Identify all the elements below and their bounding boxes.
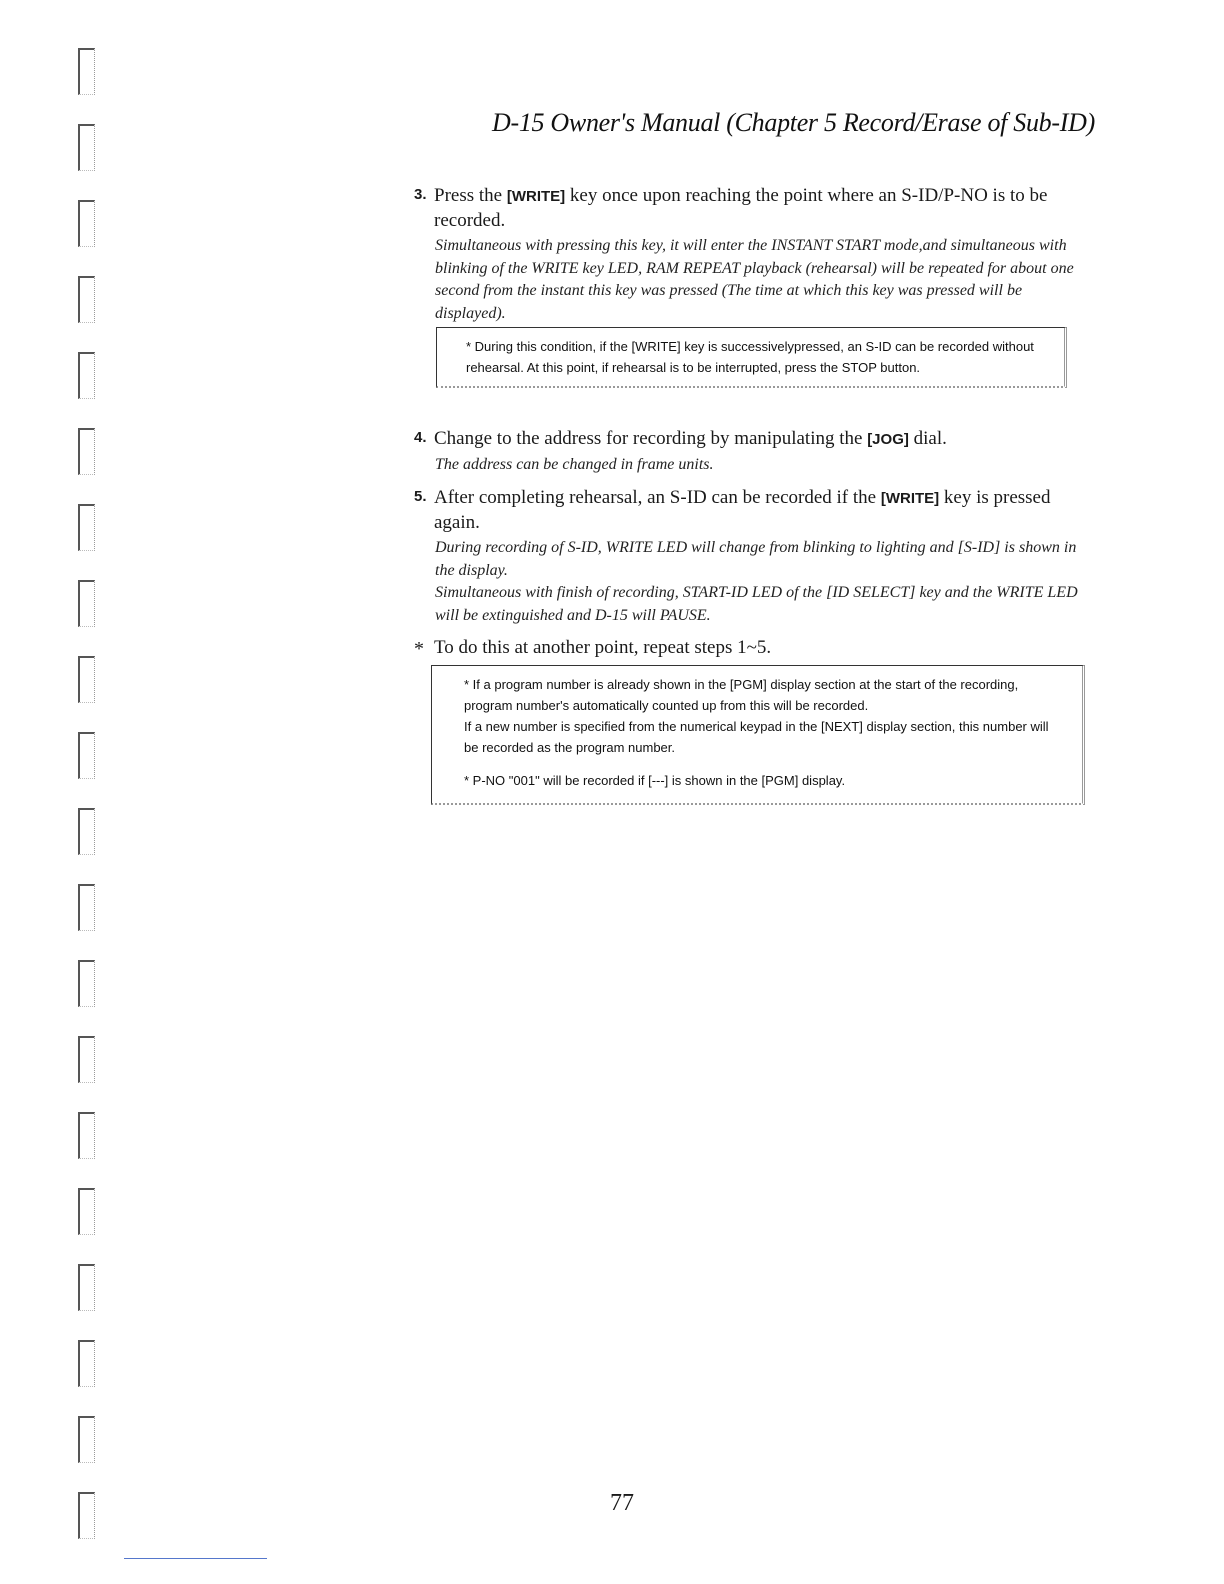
page-number: 77 <box>610 1490 634 1516</box>
step-4 <box>414 427 1094 477</box>
write-key-label: [WRITE] <box>880 490 940 507</box>
note-text: * P-NO "001" will be recorded if [---] is shown in the [PGM] display. <box>464 773 846 788</box>
write-key-label: [WRITE] <box>506 188 566 205</box>
step-number: 3. <box>414 186 427 203</box>
step-instruction: Change to the address for recording by manipulating the [JOG] dial. <box>434 428 947 449</box>
note-text: If a new number is specified from the numerical keypad in the [NEXT] display section, this number will be recorded as the program number. <box>464 719 1049 755</box>
step-instruction: After completing rehearsal, an S-ID can be recorded if the [WRITE] key is pressed again. <box>434 487 1051 533</box>
repeat-instruction <box>414 636 1094 660</box>
jog-key-label: [JOG] <box>867 431 909 448</box>
step-note: The address can be changed in frame units. <box>435 456 714 473</box>
binder-holes <box>72 40 102 1540</box>
page-header-title: D-15 Owner's Manual (Chapter 5 Record/Erase of Sub-ID) <box>492 108 1095 137</box>
asterisk-bullet: * <box>414 638 424 660</box>
step-note: Simultaneous with finish of recording, START-ID LED of the [ID SELECT] key and the WRITE LED will be extinguished and D-15 will PAUSE. <box>435 584 1078 624</box>
step-note: Simultaneous with pressing this key, it will enter the INSTANT START mode,and simultaneous with blinking of the WRITE key LED, RAM REPEAT playback (rehearsal) will be repeated for about one second from the instant this key was pressed (The time at which this key was pressed will be displayed). <box>435 237 1074 322</box>
step-5 <box>414 486 1094 627</box>
note-box <box>431 665 1085 805</box>
step-instruction: Press the [WRITE] key once upon reaching the point where an S-ID/P-NO is to be recorded. <box>434 185 1048 231</box>
note-text: * If a program number is already shown in the [PGM] display section at the start of the recording, program number's automatically counted up from this will be recorded. <box>464 677 1019 713</box>
note-text: * During this condition, if the [WRITE] key is successivelypressed, an S-ID can be recorded without rehearsal. At this point, if rehearsal is to be interrupted, press the STOP button. <box>466 339 1034 375</box>
repeat-text: To do this at another point, repeat steps 1~5. <box>434 637 772 658</box>
step-number: 4. <box>414 429 427 446</box>
step-3 <box>414 184 1094 325</box>
edge-line <box>124 1558 267 1559</box>
note-box <box>436 327 1067 388</box>
step-note: During recording of S-ID, WRITE LED will change from blinking to lighting and [S-ID] is shown in the display. <box>435 539 1077 579</box>
step-number: 5. <box>414 488 427 505</box>
